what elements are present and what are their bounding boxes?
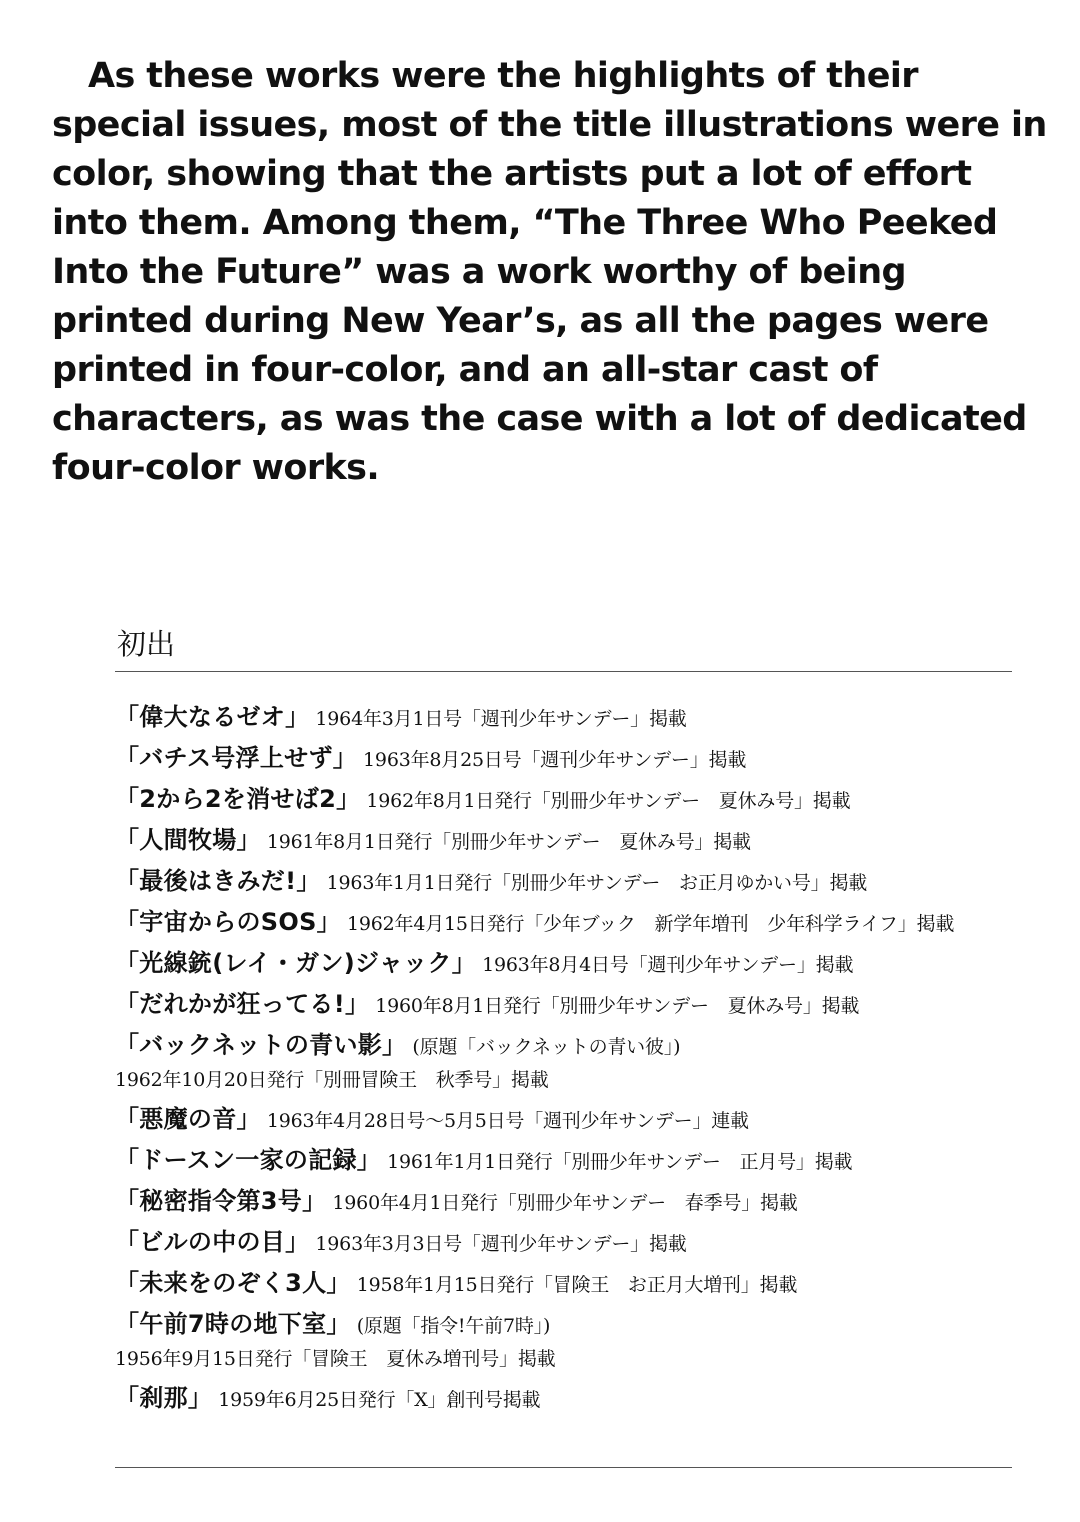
list-item [115,943,1015,984]
entry-title: 「午前7時の地下室」 [115,1310,351,1338]
entry-note: 1956年9月15日発行「冒険王 夏休み増刊号」掲載 [115,1348,556,1370]
first-publication-list [115,697,1015,1419]
entry-title: 「宇宙からのSOS」 [115,908,341,936]
entry-title: 「人間牧場」 [115,826,261,854]
entry-title: 「光線銃(レイ・ガン)ジャック」 [115,949,477,977]
list-item [115,1140,1015,1181]
entry-note: 1958年1月15日発行「冒険王 お正月大増刊」掲載 [356,1274,798,1296]
list-item [115,902,1015,943]
entry-title: 「偉大なるゼオ」 [115,703,310,731]
entry-title: 「未来をのぞく3人」 [115,1269,351,1297]
list-item [115,1263,1015,1304]
list-item [115,1099,1015,1140]
list-item [115,820,1015,861]
entry-note: 1960年8月1日発行「別冊少年サンデー 夏休み号」掲載 [375,995,860,1017]
entry-title: 「2から2を消せば2」 [115,785,361,813]
list-item [115,861,1015,902]
list-item [115,1025,1015,1099]
entry-note: 1962年10月20日発行「別冊冒険王 秋季号」掲載 [115,1069,549,1091]
entry-note: 1961年8月1日発行「別冊少年サンデー 夏休み号」掲載 [266,831,751,853]
entry-title: 「ビルの中の目」 [115,1228,310,1256]
list-item [115,1181,1015,1222]
entry-title: 「最後はきみだ!」 [115,867,321,895]
list-item [115,1378,1015,1419]
first-publication-section [115,625,1015,672]
list-item [115,697,1015,738]
list-item [115,1222,1015,1263]
top-divider [115,671,1012,672]
entry-title: 「バックネットの青い影」 [115,1031,407,1059]
bottom-divider [115,1467,1012,1468]
entry-note: 1964年3月1日号「週刊少年サンデー」掲載 [315,708,687,730]
entry-title: 「だれかが狂ってる!」 [115,990,370,1018]
entry-note: 1963年3月3日号「週刊少年サンデー」掲載 [315,1233,687,1255]
entry-original-title-note: (原題「指令!午前7時」) [356,1315,551,1337]
list-item [115,1304,1015,1378]
entry-note: 1963年4月28日号～5月5日号「週刊少年サンデー」連載 [266,1110,749,1132]
entry-title: 「秘密指令第3号」 [115,1187,327,1215]
entry-note: 1963年8月4日号「週刊少年サンデー」掲載 [482,954,854,976]
entry-title: 「悪魔の音」 [115,1105,261,1133]
list-item [115,984,1015,1025]
entry-title: 「ドースン一家の記録」 [115,1146,382,1174]
list-item [115,779,1015,820]
entry-title: 「バチス号浮上せず」 [115,744,358,772]
entry-note: 1961年1月1日発行「別冊少年サンデー 正月号」掲載 [387,1151,853,1173]
entry-title: 「刹那」 [115,1384,213,1412]
translation-paragraph: As these works were the highlights of their special issues, most of the title illustrations were in color, showing that the artists put a lot of effort into them. Among them, “The Three Who Peeked Into the Future” was a work worthy of being printed during New Year’s, as all the pages were printed in four-color, and an all-star cast of characters, as was the case with a lot of dedicated four-color works. [52,56,1047,488]
entry-note: 1963年1月1日発行「別冊少年サンデー お正月ゆかい号」掲載 [326,872,868,894]
entry-note: 1960年4月1日発行「別冊少年サンデー 春季号」掲載 [332,1192,798,1214]
entry-note: 1962年4月15日発行「少年ブック 新学年増刊 少年科学ライフ」掲載 [346,913,955,935]
first-publication-heading: 初出 [117,627,176,661]
entry-note: 1959年6月25日発行「X」創刊号掲載 [218,1389,541,1411]
entry-original-title-note: (原題「バックネットの青い彼」) [412,1036,681,1058]
list-item [115,738,1015,779]
entry-note: 1963年8月25日号「週刊少年サンデー」掲載 [363,749,747,771]
entry-note: 1962年8月1日発行「別冊少年サンデー 夏休み号」掲載 [366,790,851,812]
